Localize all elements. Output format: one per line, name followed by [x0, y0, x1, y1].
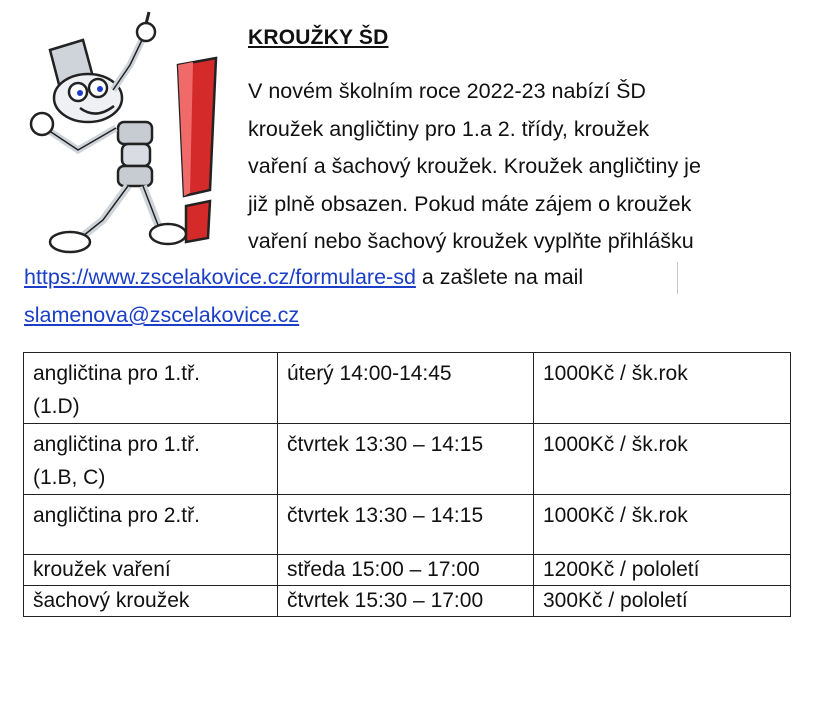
time-cell: čtvrtek 13:30 – 14:15 — [278, 424, 534, 495]
price-cell: 1000Kč / šk.rok — [534, 424, 791, 495]
exclamation-icon — [178, 58, 216, 242]
email-link[interactable]: slamenova@zscelakovice.cz — [24, 303, 300, 327]
time-cell: čtvrtek 15:30 – 17:00 — [278, 586, 534, 617]
table-row — [24, 495, 791, 555]
price-cell: 1200Kč / pololetí — [534, 555, 791, 586]
intro-line: vaření nebo šachový kroužek vyplňte přihlášku — [248, 229, 694, 253]
time-cell: středa 15:00 – 17:00 — [278, 555, 534, 586]
time-cell: úterý 14:00-14:45 — [278, 353, 534, 424]
table-row — [24, 586, 791, 617]
price-cell: 300Kč / pololetí — [534, 586, 791, 617]
form-link-line — [24, 262, 583, 292]
club-name-cell: šachový kroužek — [24, 586, 278, 617]
exclamation-mascot-illustration — [18, 10, 233, 255]
form-link[interactable]: https://www.zscelakovice.cz/formulare-sd — [24, 265, 416, 289]
intro-paragraph — [248, 73, 788, 261]
text-cursor — [677, 262, 678, 294]
page-title: KROUŽKY ŠD — [248, 26, 389, 49]
table-row — [24, 424, 791, 495]
schedule-table — [23, 352, 791, 617]
club-name-cell: angličtina pro 1.tř. (1.D) — [24, 353, 278, 424]
price-cell: 1000Kč / šk.rok — [534, 495, 791, 555]
time-cell: čtvrtek 13:30 – 14:15 — [278, 495, 534, 555]
intro-line: již plně obsazen. Pokud máte zájem o kroužek — [248, 191, 692, 216]
table-row — [24, 555, 791, 586]
intro-line: vaření a šachový kroužek. Kroužek angličtiny je — [248, 154, 701, 178]
email-line — [24, 300, 299, 330]
cartoon-character-icon — [31, 12, 186, 252]
intro-line: V novém školním roce 2022-23 nabízí ŠD — [248, 79, 646, 103]
club-name-cell: angličtina pro 2.tř. — [24, 495, 278, 555]
price-cell: 1000Kč / šk.rok — [534, 353, 791, 424]
club-name-cell: angličtina pro 1.tř. (1.B, C) — [24, 424, 278, 495]
after-link-text: a zašlete na mail — [415, 265, 584, 289]
intro-line: kroužek angličtiny pro 1.a 2. třídy, kroužek — [248, 116, 650, 141]
club-name-cell: kroužek vaření — [24, 555, 278, 586]
table-row — [24, 353, 791, 424]
